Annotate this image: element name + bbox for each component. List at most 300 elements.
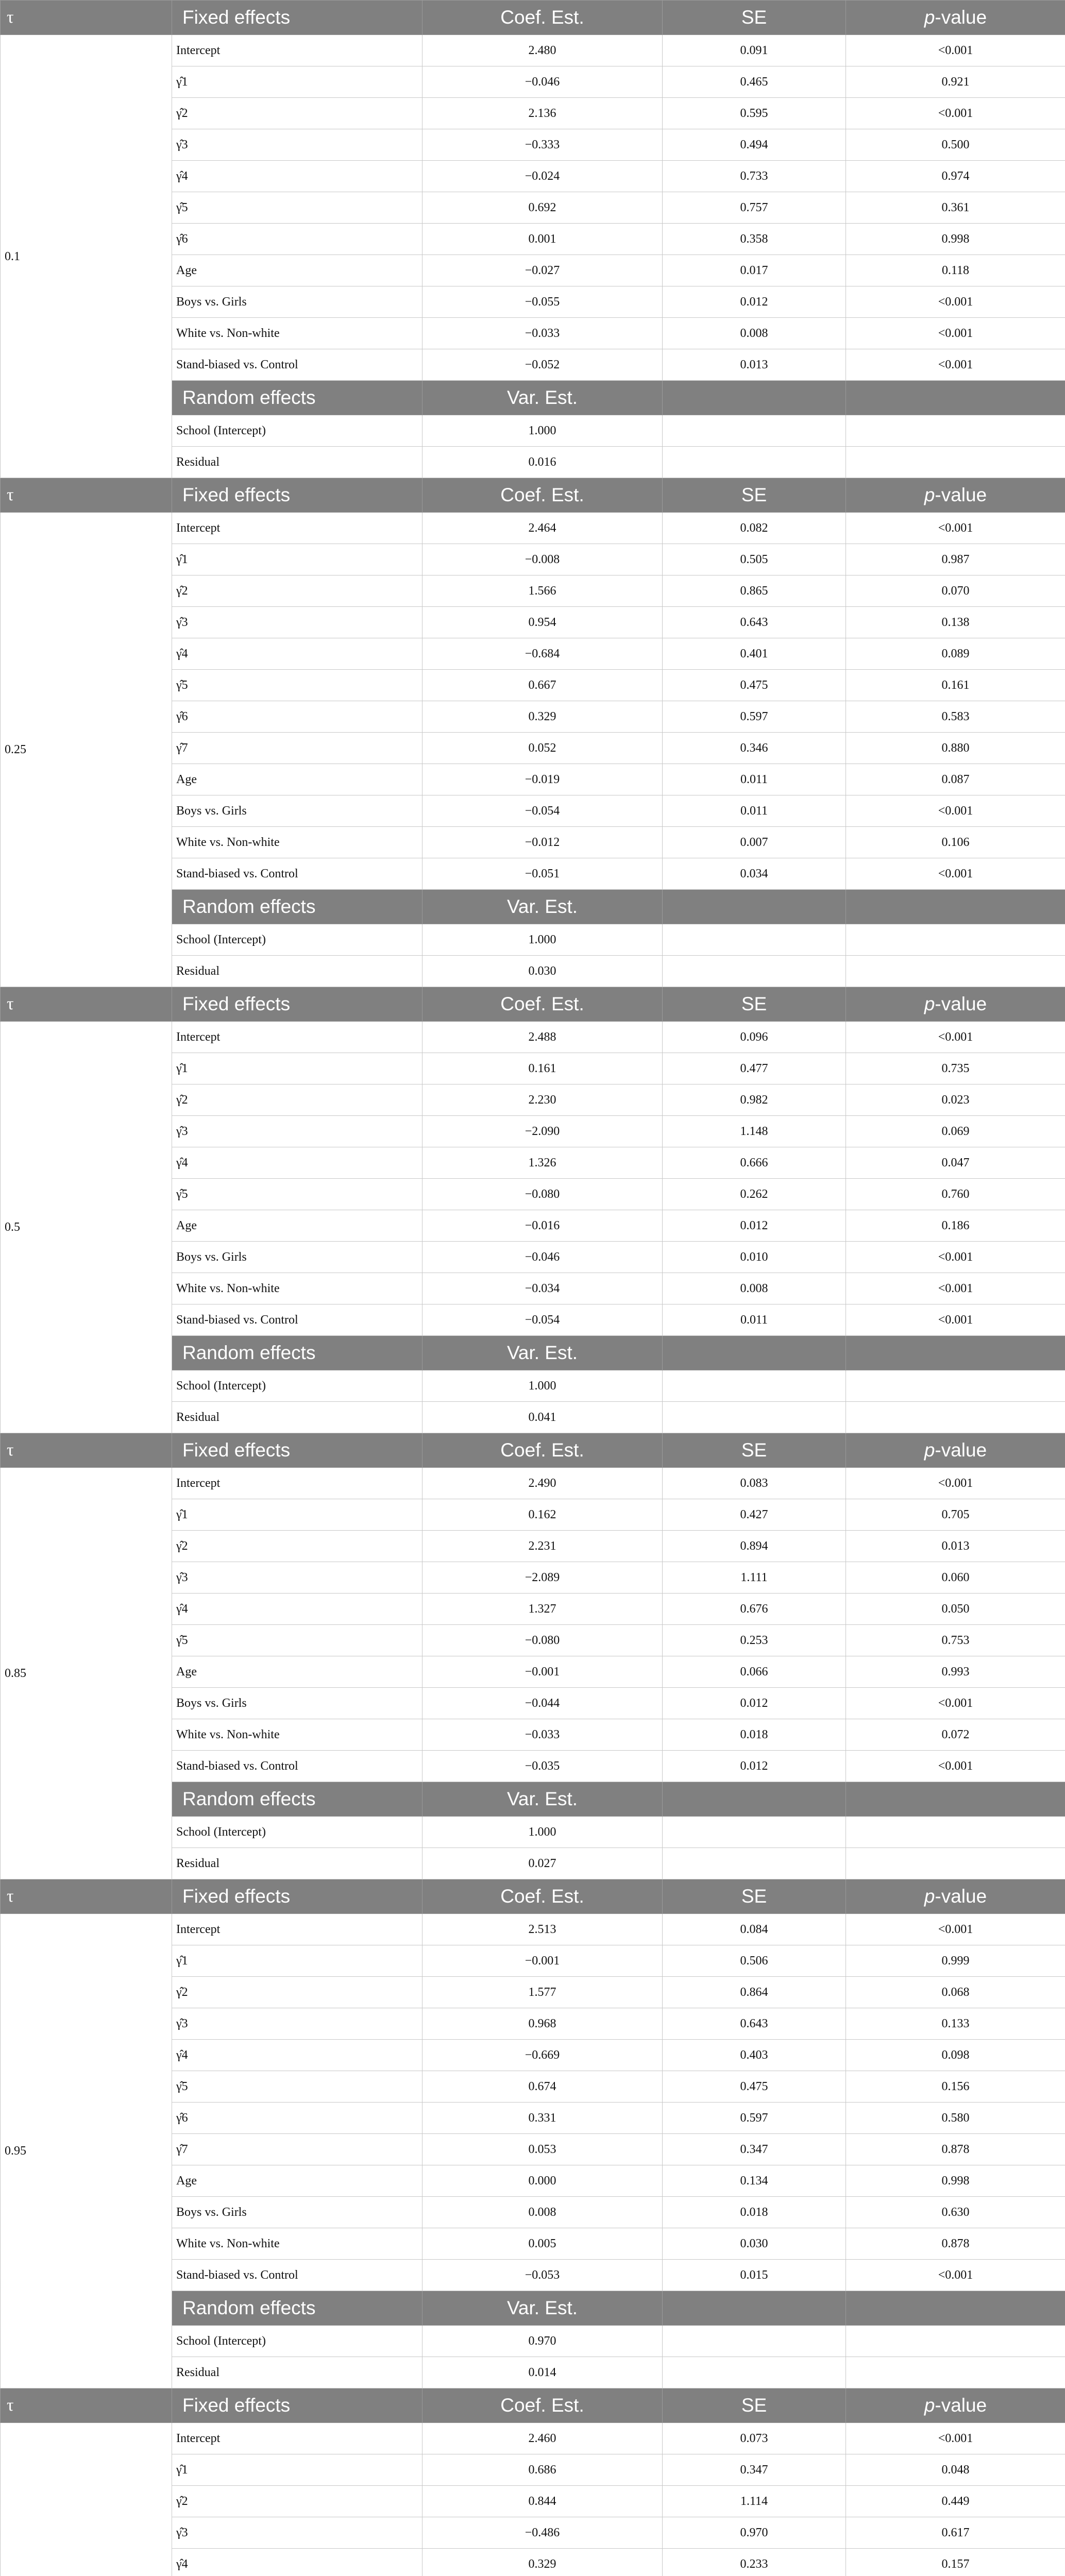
se-cell: 0.358 — [663, 224, 846, 255]
p-value-header — [846, 1433, 1065, 1468]
p-value-cell: <0.001 — [846, 858, 1065, 890]
random-effect-label: Residual — [172, 447, 422, 478]
coef-est-cell: 2.230 — [422, 1084, 663, 1116]
fixed-effect-label: Intercept — [172, 1468, 422, 1499]
p-value-cell: 0.186 — [846, 1210, 1065, 1242]
coef-est-cell: 0.008 — [422, 2197, 663, 2228]
fixed-effect-label: γ̂1 — [172, 544, 422, 575]
se-cell: 0.012 — [663, 1751, 846, 1782]
se-header: SE — [663, 987, 846, 1022]
p-value-cell: 0.098 — [846, 2040, 1065, 2071]
coef-est-cell: −2.089 — [422, 1562, 663, 1594]
se-cell: 0.083 — [663, 1468, 846, 1499]
p-value-cell: 0.617 — [846, 2517, 1065, 2549]
p-value-cell: 0.156 — [846, 2071, 1065, 2103]
fixed-effects-header: Fixed effects — [172, 478, 422, 513]
p-value-header-p: p — [924, 1439, 935, 1461]
coef-est-header: Coef. Est. — [422, 987, 663, 1022]
fixed-effect-label: γ̂5 — [172, 192, 422, 224]
p-value-cell: 0.106 — [846, 827, 1065, 858]
fixed-effect-label: γ̂2 — [172, 1531, 422, 1562]
empty-cell — [846, 447, 1065, 478]
coef-est-cell: 2.490 — [422, 1468, 663, 1499]
p-value-header-suffix: -value — [935, 7, 987, 28]
se-cell: 0.733 — [663, 161, 846, 192]
coef-est-cell: −0.684 — [422, 638, 663, 670]
table-row — [1, 1468, 1065, 1499]
fixed-effect-label: γ̂7 — [172, 2134, 422, 2165]
tau-column-header: τ — [1, 478, 172, 513]
var-est-header: Var. Est. — [422, 381, 663, 415]
se-cell: 1.148 — [663, 1116, 846, 1147]
se-cell: 0.008 — [663, 318, 846, 349]
coef-est-cell: −0.012 — [422, 827, 663, 858]
p-value-cell: 0.087 — [846, 764, 1065, 795]
se-cell: 0.597 — [663, 2103, 846, 2134]
se-cell: 0.018 — [663, 1719, 846, 1751]
coef-est-header: Coef. Est. — [422, 2388, 663, 2423]
tau-value-cell: 0.85 — [1, 1468, 172, 1879]
p-value-cell: 0.987 — [846, 544, 1065, 575]
random-header-empty — [846, 1782, 1065, 1817]
se-cell: 0.012 — [663, 1210, 846, 1242]
fixed-effect-label: γ̂6 — [172, 224, 422, 255]
random-effects-header: Random effects — [172, 381, 422, 415]
p-value-header-p: p — [924, 484, 935, 505]
fixed-effect-label: γ̂4 — [172, 1147, 422, 1179]
p-value-header-suffix: -value — [935, 1439, 987, 1461]
se-cell: 0.597 — [663, 701, 846, 733]
p-value-header — [846, 2388, 1065, 2423]
se-cell: 0.015 — [663, 2260, 846, 2291]
p-value-cell: <0.001 — [846, 286, 1065, 318]
coef-est-cell: 0.968 — [422, 2008, 663, 2040]
p-value-cell: 0.735 — [846, 1053, 1065, 1084]
p-value-cell: 0.500 — [846, 129, 1065, 161]
coef-est-cell: 0.161 — [422, 1053, 663, 1084]
random-header-empty — [846, 1336, 1065, 1370]
se-cell: 0.253 — [663, 1625, 846, 1656]
random-effect-label: School (Intercept) — [172, 415, 422, 447]
coef-est-cell: −0.033 — [422, 1719, 663, 1751]
coef-est-cell: 0.053 — [422, 2134, 663, 2165]
empty-cell — [663, 956, 846, 987]
p-value-cell: 0.760 — [846, 1179, 1065, 1210]
table-row — [1, 513, 1065, 544]
var-est-cell: 0.014 — [422, 2357, 663, 2388]
random-effects-header: Random effects — [172, 1782, 422, 1817]
coef-est-cell: −0.046 — [422, 1242, 663, 1273]
fixed-effect-label: Age — [172, 2165, 422, 2197]
p-value-cell: 0.138 — [846, 607, 1065, 638]
random-header-empty — [663, 2291, 846, 2326]
p-value-cell: <0.001 — [846, 98, 1065, 129]
se-cell: 0.233 — [663, 2549, 846, 2576]
p-value-cell: <0.001 — [846, 2260, 1065, 2291]
coef-est-header: Coef. Est. — [422, 1879, 663, 1914]
p-value-cell: 0.013 — [846, 1531, 1065, 1562]
coef-est-cell: 0.331 — [422, 2103, 663, 2134]
p-value-header-suffix: -value — [935, 484, 987, 505]
fixed-effect-label: γ̂4 — [172, 1594, 422, 1625]
fixed-effect-label: γ̂2 — [172, 575, 422, 607]
random-effect-label: School (Intercept) — [172, 924, 422, 956]
p-value-header — [846, 1879, 1065, 1914]
coef-est-cell: −0.080 — [422, 1625, 663, 1656]
coef-est-cell: −0.054 — [422, 795, 663, 827]
p-value-cell: 0.068 — [846, 1977, 1065, 2008]
p-value-cell: 0.089 — [846, 638, 1065, 670]
coef-est-cell: −0.034 — [422, 1273, 663, 1304]
empty-cell — [663, 2357, 846, 2388]
p-value-cell: <0.001 — [846, 795, 1065, 827]
empty-cell — [663, 1817, 846, 1848]
p-value-cell: 0.880 — [846, 733, 1065, 764]
se-cell: 0.477 — [663, 1053, 846, 1084]
p-value-cell: 0.993 — [846, 1656, 1065, 1688]
fixed-effect-label: Intercept — [172, 35, 422, 66]
p-value-cell: <0.001 — [846, 35, 1065, 66]
random-effect-label: Residual — [172, 2357, 422, 2388]
coef-est-cell: 0.329 — [422, 701, 663, 733]
coef-est-cell: −0.044 — [422, 1688, 663, 1719]
fixed-effect-label: γ̂4 — [172, 2549, 422, 2576]
var-est-header: Var. Est. — [422, 1782, 663, 1817]
fixed-effect-label: γ̂2 — [172, 1084, 422, 1116]
random-header-empty — [663, 1782, 846, 1817]
random-header-empty — [846, 381, 1065, 415]
random-effects-header: Random effects — [172, 890, 422, 924]
empty-cell — [663, 415, 846, 447]
fixed-effects-header: Fixed effects — [172, 1, 422, 35]
random-effect-label: School (Intercept) — [172, 1370, 422, 1402]
coef-est-cell: −2.090 — [422, 1116, 663, 1147]
se-header: SE — [663, 1, 846, 35]
block-header-row — [1, 987, 1065, 1022]
random-header-empty — [846, 890, 1065, 924]
se-cell: 0.008 — [663, 1273, 846, 1304]
p-value-cell: 0.998 — [846, 2165, 1065, 2197]
fixed-effects-header: Fixed effects — [172, 2388, 422, 2423]
var-est-header: Var. Est. — [422, 1336, 663, 1370]
block-header-row — [1, 2388, 1065, 2423]
var-est-cell: 0.027 — [422, 1848, 663, 1879]
fixed-effect-label: Intercept — [172, 513, 422, 544]
coef-est-cell: −0.027 — [422, 255, 663, 286]
se-cell: 0.010 — [663, 1242, 846, 1273]
coef-est-cell: 1.566 — [422, 575, 663, 607]
p-value-header — [846, 987, 1065, 1022]
se-cell: 0.427 — [663, 1499, 846, 1531]
empty-cell — [846, 2357, 1065, 2388]
se-cell: 0.465 — [663, 66, 846, 98]
fixed-effect-label: γ̂6 — [172, 2103, 422, 2134]
se-cell: 0.082 — [663, 513, 846, 544]
se-cell: 0.982 — [663, 1084, 846, 1116]
fixed-effect-label: Boys vs. Girls — [172, 795, 422, 827]
fixed-effect-label: Intercept — [172, 2423, 422, 2454]
coef-est-cell: −0.051 — [422, 858, 663, 890]
fixed-effect-label: White vs. Non-white — [172, 1273, 422, 1304]
se-cell: 0.017 — [663, 255, 846, 286]
p-value-cell: 0.048 — [846, 2454, 1065, 2486]
tau-column-header: τ — [1, 1, 172, 35]
empty-cell — [846, 924, 1065, 956]
se-cell: 0.865 — [663, 575, 846, 607]
se-cell: 0.011 — [663, 764, 846, 795]
empty-cell — [846, 2326, 1065, 2357]
fixed-effect-label: γ̂1 — [172, 1499, 422, 1531]
se-cell: 0.757 — [663, 192, 846, 224]
p-value-cell: 0.157 — [846, 2549, 1065, 2576]
se-cell: 0.643 — [663, 607, 846, 638]
coef-est-cell: 2.460 — [422, 2423, 663, 2454]
random-effects-header: Random effects — [172, 1336, 422, 1370]
p-value-cell: 0.921 — [846, 66, 1065, 98]
coef-est-cell: −0.053 — [422, 2260, 663, 2291]
random-header-empty — [846, 2291, 1065, 2326]
se-cell: 0.013 — [663, 349, 846, 381]
fixed-effect-label: γ̂1 — [172, 2454, 422, 2486]
p-value-header-p: p — [924, 2395, 935, 2416]
coef-est-cell: 0.692 — [422, 192, 663, 224]
empty-cell — [846, 1817, 1065, 1848]
se-cell: 0.011 — [663, 795, 846, 827]
p-value-cell: 0.878 — [846, 2134, 1065, 2165]
fixed-effect-label: γ̂5 — [172, 1179, 422, 1210]
tau-value-cell — [1, 2423, 172, 2576]
fixed-effect-label: γ̂3 — [172, 1116, 422, 1147]
coef-est-cell: 0.667 — [422, 670, 663, 701]
coef-est-cell: 1.326 — [422, 1147, 663, 1179]
tau-column-header: τ — [1, 987, 172, 1022]
tau-value-cell: 0.25 — [1, 513, 172, 987]
fixed-effects-header: Fixed effects — [172, 1433, 422, 1468]
fixed-effect-label: γ̂5 — [172, 1625, 422, 1656]
se-header: SE — [663, 2388, 846, 2423]
p-value-cell: 0.133 — [846, 2008, 1065, 2040]
fixed-effect-label: White vs. Non-white — [172, 318, 422, 349]
empty-cell — [663, 924, 846, 956]
se-cell: 0.091 — [663, 35, 846, 66]
se-cell: 0.347 — [663, 2134, 846, 2165]
coef-est-cell: 2.464 — [422, 513, 663, 544]
p-value-header — [846, 478, 1065, 513]
se-cell: 0.018 — [663, 2197, 846, 2228]
p-value-cell: 0.361 — [846, 192, 1065, 224]
se-cell: 0.096 — [663, 1022, 846, 1053]
fixed-effect-label: Age — [172, 764, 422, 795]
p-value-cell: <0.001 — [846, 1688, 1065, 1719]
coef-est-cell: 1.577 — [422, 1977, 663, 2008]
coef-est-cell: 0.954 — [422, 607, 663, 638]
fixed-effect-label: Age — [172, 1210, 422, 1242]
empty-cell — [846, 415, 1065, 447]
p-value-cell: 0.050 — [846, 1594, 1065, 1625]
coef-est-cell: 2.231 — [422, 1531, 663, 1562]
fixed-effect-label: Stand-biased vs. Control — [172, 2260, 422, 2291]
block-header-row — [1, 1433, 1065, 1468]
coef-est-cell: −0.033 — [422, 318, 663, 349]
se-cell: 0.034 — [663, 858, 846, 890]
se-cell: 1.111 — [663, 1562, 846, 1594]
fixed-effect-label: Age — [172, 1656, 422, 1688]
p-value-cell: 0.974 — [846, 161, 1065, 192]
random-header-empty — [663, 381, 846, 415]
p-value-cell: 0.705 — [846, 1499, 1065, 1531]
empty-cell — [663, 1848, 846, 1879]
block-header-row — [1, 1, 1065, 35]
fixed-effect-label: Boys vs. Girls — [172, 1688, 422, 1719]
var-est-cell: 1.000 — [422, 415, 663, 447]
coef-est-cell: 0.005 — [422, 2228, 663, 2260]
fixed-effect-label: White vs. Non-white — [172, 827, 422, 858]
fixed-effect-label: White vs. Non-white — [172, 2228, 422, 2260]
fixed-effect-label: Stand-biased vs. Control — [172, 858, 422, 890]
fixed-effect-label: Stand-biased vs. Control — [172, 349, 422, 381]
random-effect-label: School (Intercept) — [172, 2326, 422, 2357]
var-est-cell: 0.030 — [422, 956, 663, 987]
fixed-effect-label: γ̂3 — [172, 129, 422, 161]
tau-value-cell: 0.5 — [1, 1022, 172, 1433]
se-header: SE — [663, 1879, 846, 1914]
se-cell: 0.864 — [663, 1977, 846, 2008]
coef-est-header: Coef. Est. — [422, 1, 663, 35]
random-header-empty — [663, 1336, 846, 1370]
se-header: SE — [663, 1433, 846, 1468]
se-cell: 0.403 — [663, 2040, 846, 2071]
p-value-cell: <0.001 — [846, 1273, 1065, 1304]
empty-cell — [846, 956, 1065, 987]
empty-cell — [846, 1402, 1065, 1433]
fixed-effects-header: Fixed effects — [172, 1879, 422, 1914]
coef-est-cell: −0.001 — [422, 1656, 663, 1688]
p-value-cell: 0.069 — [846, 1116, 1065, 1147]
coef-est-cell: 2.488 — [422, 1022, 663, 1053]
fixed-effect-label: γ̂3 — [172, 2517, 422, 2549]
se-cell: 0.401 — [663, 638, 846, 670]
coef-est-cell: −0.333 — [422, 129, 663, 161]
fixed-effect-label: Age — [172, 255, 422, 286]
p-value-cell: 0.449 — [846, 2486, 1065, 2517]
var-est-cell: 0.016 — [422, 447, 663, 478]
fixed-effect-label: Boys vs. Girls — [172, 2197, 422, 2228]
block-header-row — [1, 1879, 1065, 1914]
coef-est-cell: −0.019 — [422, 764, 663, 795]
p-value-header-p: p — [924, 993, 935, 1014]
fixed-effect-label: Boys vs. Girls — [172, 1242, 422, 1273]
fixed-effect-label: γ̂7 — [172, 733, 422, 764]
se-cell: 0.506 — [663, 1945, 846, 1977]
var-est-header: Var. Est. — [422, 890, 663, 924]
p-value-cell: <0.001 — [846, 2423, 1065, 2454]
coef-est-cell: −0.052 — [422, 349, 663, 381]
p-value-cell: 0.580 — [846, 2103, 1065, 2134]
coef-est-cell: −0.016 — [422, 1210, 663, 1242]
p-value-cell: <0.001 — [846, 1242, 1065, 1273]
tau-column-header: τ — [1, 2388, 172, 2423]
se-cell: 0.643 — [663, 2008, 846, 2040]
fixed-effect-label: γ̂2 — [172, 1977, 422, 2008]
fixed-effect-label: Boys vs. Girls — [172, 286, 422, 318]
empty-cell — [846, 1370, 1065, 1402]
coef-est-cell: 0.674 — [422, 2071, 663, 2103]
block-header-row — [1, 478, 1065, 513]
p-value-cell: <0.001 — [846, 1751, 1065, 1782]
se-cell: 0.084 — [663, 1914, 846, 1945]
empty-cell — [663, 2326, 846, 2357]
p-value-header-suffix: -value — [935, 1886, 987, 1907]
fixed-effect-label: Stand-biased vs. Control — [172, 1751, 422, 1782]
p-value-header-p: p — [924, 1886, 935, 1907]
se-cell: 0.346 — [663, 733, 846, 764]
fixed-effect-label: γ̂1 — [172, 66, 422, 98]
se-cell: 0.030 — [663, 2228, 846, 2260]
tau-value-cell: 0.95 — [1, 1914, 172, 2388]
se-cell: 0.012 — [663, 286, 846, 318]
fixed-effect-label: γ̂2 — [172, 2486, 422, 2517]
var-est-cell: 1.000 — [422, 924, 663, 956]
coef-est-cell: 2.480 — [422, 35, 663, 66]
coef-est-header: Coef. Est. — [422, 478, 663, 513]
fixed-effect-label: Intercept — [172, 1022, 422, 1053]
coef-est-header: Coef. Est. — [422, 1433, 663, 1468]
coef-est-cell: −0.046 — [422, 66, 663, 98]
fixed-effect-label: γ̂3 — [172, 607, 422, 638]
p-value-cell: 0.999 — [846, 1945, 1065, 1977]
random-effect-label: Residual — [172, 956, 422, 987]
se-cell: 0.007 — [663, 827, 846, 858]
table-row — [1, 1022, 1065, 1053]
p-value-cell: <0.001 — [846, 349, 1065, 381]
se-cell: 0.595 — [663, 98, 846, 129]
fixed-effect-label: γ̂3 — [172, 1562, 422, 1594]
se-cell: 0.347 — [663, 2454, 846, 2486]
var-est-header: Var. Est. — [422, 2291, 663, 2326]
se-cell: 0.676 — [663, 1594, 846, 1625]
se-cell: 1.114 — [663, 2486, 846, 2517]
fixed-effect-label: γ̂5 — [172, 670, 422, 701]
table-row — [1, 2423, 1065, 2454]
coef-est-cell: −0.486 — [422, 2517, 663, 2549]
p-value-cell: 0.753 — [846, 1625, 1065, 1656]
fixed-effect-label: γ̂4 — [172, 638, 422, 670]
p-value-cell: 0.161 — [846, 670, 1065, 701]
var-est-cell: 1.000 — [422, 1817, 663, 1848]
fixed-effect-label: γ̂5 — [172, 2071, 422, 2103]
coef-est-cell: −0.054 — [422, 1304, 663, 1336]
se-cell: 0.262 — [663, 1179, 846, 1210]
fixed-effect-label: Intercept — [172, 1914, 422, 1945]
p-value-cell: <0.001 — [846, 1304, 1065, 1336]
coef-est-cell: 0.844 — [422, 2486, 663, 2517]
se-cell: 0.073 — [663, 2423, 846, 2454]
var-est-cell: 0.041 — [422, 1402, 663, 1433]
p-value-cell: 0.072 — [846, 1719, 1065, 1751]
empty-cell — [663, 1402, 846, 1433]
p-value-cell: 0.583 — [846, 701, 1065, 733]
coef-est-cell: −0.055 — [422, 286, 663, 318]
fixed-effects-header: Fixed effects — [172, 987, 422, 1022]
coef-est-cell: −0.008 — [422, 544, 663, 575]
empty-cell — [663, 447, 846, 478]
fixed-effect-label: γ̂1 — [172, 1945, 422, 1977]
coef-est-cell: 0.052 — [422, 733, 663, 764]
p-value-header-suffix: -value — [935, 2395, 987, 2416]
coef-est-cell: 1.327 — [422, 1594, 663, 1625]
fixed-effect-label: γ̂3 — [172, 2008, 422, 2040]
coef-est-cell: 0.329 — [422, 2549, 663, 2576]
